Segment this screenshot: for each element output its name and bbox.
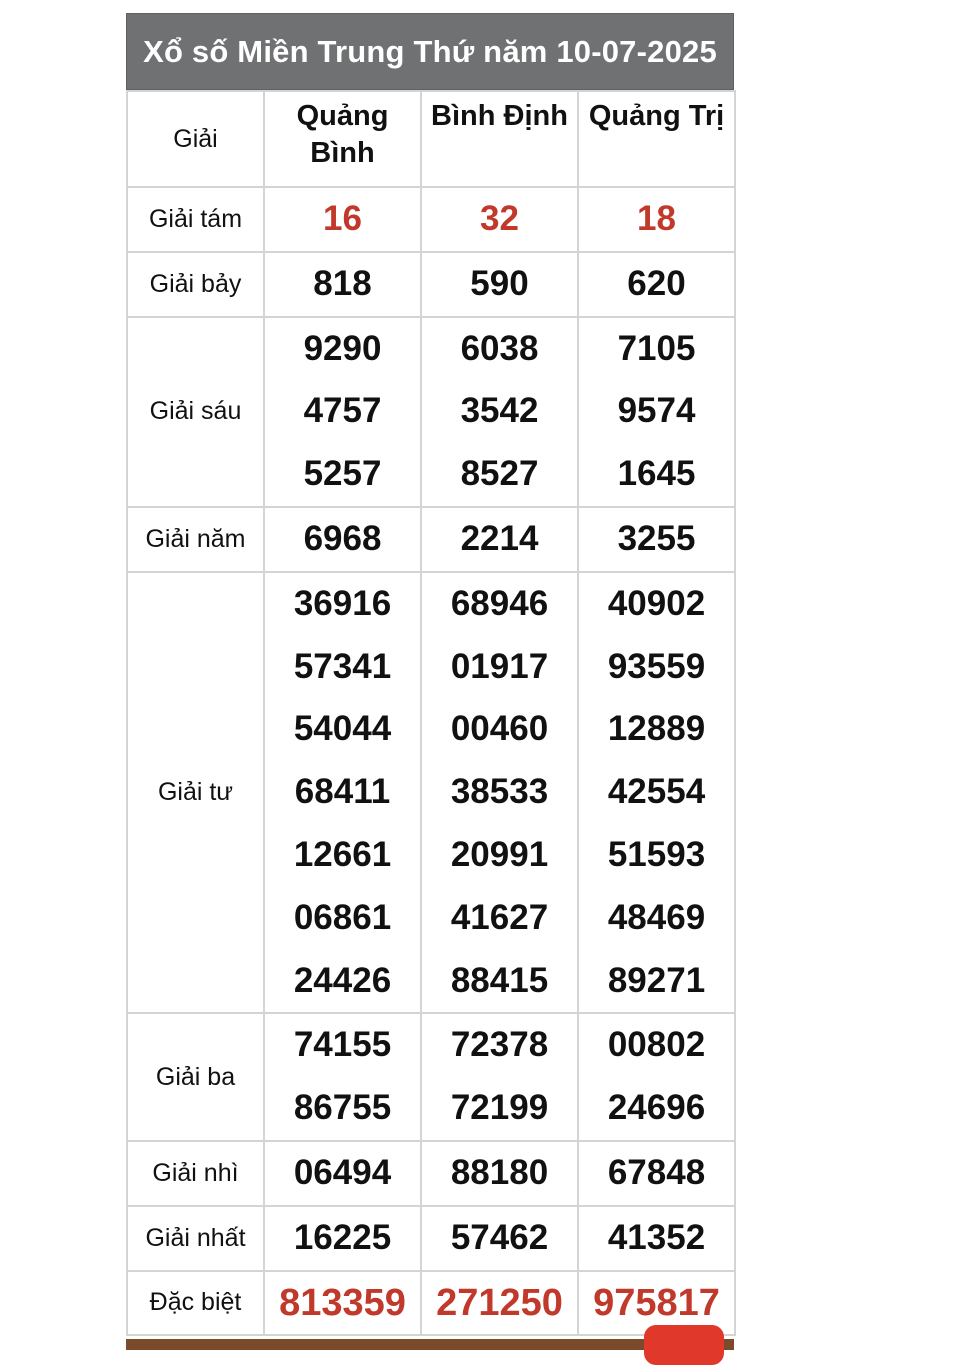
prize-number: 8527 (460, 454, 539, 494)
prize-cell (264, 1013, 421, 1141)
province-header-binh-dinh: Bình Định (421, 91, 578, 187)
prize-number: 18 (637, 199, 676, 238)
prize-name: Giải nhất (127, 1206, 264, 1271)
bottom-bar (126, 1339, 734, 1350)
prize-name: Giải sáu (127, 317, 264, 507)
prize-row (127, 187, 735, 252)
prize-cell (264, 1141, 421, 1206)
prize-number: 24696 (607, 1088, 706, 1128)
prize-number: 57462 (450, 1217, 549, 1257)
prize-number: 12661 (293, 834, 392, 874)
prize-number: 2214 (460, 518, 539, 558)
prize-number: 54044 (293, 709, 392, 749)
prize-number: 9574 (617, 391, 696, 431)
prize-cell (578, 1206, 735, 1271)
prize-cell (264, 1271, 421, 1336)
prize-number: 01917 (450, 646, 549, 686)
prize-number: 16 (323, 199, 362, 238)
prize-number: 818 (313, 263, 372, 303)
prize-number: 975817 (593, 1281, 720, 1324)
prize-number: 40902 (607, 583, 706, 623)
prize-name: Giải ba (127, 1013, 264, 1141)
prize-name: Giải tư (127, 572, 264, 1014)
prize-number: 6968 (303, 518, 382, 558)
prize-cell (578, 507, 735, 572)
prize-row (127, 1206, 735, 1271)
prize-number: 93559 (607, 646, 706, 686)
prize-number: 24426 (293, 960, 392, 1000)
prize-cell (421, 507, 578, 572)
prize-number: 6038 (460, 328, 539, 368)
prize-number: 88415 (450, 960, 549, 1000)
prize-number: 7105 (617, 328, 696, 368)
prize-cell (578, 1013, 735, 1141)
prize-cell (578, 252, 735, 317)
prize-cell (421, 1141, 578, 1206)
prize-number: 51593 (607, 834, 706, 874)
prize-cell (264, 507, 421, 572)
prize-number: 16225 (293, 1217, 392, 1257)
prize-cell (264, 317, 421, 507)
prize-cell (578, 572, 735, 1014)
prize-cell (421, 1271, 578, 1336)
page-title: Xổ số Miền Trung Thứ năm 10-07-2025 (126, 13, 734, 90)
prize-cell (578, 1141, 735, 1206)
prize-cell (421, 317, 578, 507)
prize-number: 74155 (293, 1025, 392, 1065)
prize-number: 9290 (303, 328, 382, 368)
prize-number: 3542 (460, 391, 539, 431)
prize-number: 57341 (293, 646, 392, 686)
prize-row (127, 252, 735, 317)
prize-number: 89271 (607, 960, 706, 1000)
prize-row (127, 572, 735, 1014)
prize-name: Giải tám (127, 187, 264, 252)
prize-column-header: Giải (127, 91, 264, 187)
prize-row (127, 507, 735, 572)
prize-number: 68946 (450, 583, 549, 623)
prize-number: 20991 (450, 834, 549, 874)
prize-number: 1645 (617, 454, 696, 494)
prize-number: 590 (470, 263, 529, 303)
prize-cell (578, 187, 735, 252)
prize-number: 41352 (607, 1217, 706, 1257)
prize-number: 72378 (450, 1025, 549, 1065)
prize-name: Giải năm (127, 507, 264, 572)
prize-number: 42554 (607, 772, 706, 812)
prize-cell (264, 572, 421, 1014)
prize-number: 48469 (607, 897, 706, 937)
prize-row (127, 1271, 735, 1336)
prize-number: 67848 (607, 1152, 706, 1192)
floating-action-button[interactable] (644, 1325, 724, 1365)
prize-cell (421, 187, 578, 252)
prize-cell (578, 317, 735, 507)
prize-name: Giải nhì (127, 1141, 264, 1206)
prize-number: 00460 (450, 709, 549, 749)
prize-number: 86755 (293, 1088, 392, 1128)
prize-number: 620 (627, 263, 686, 303)
prize-number: 88180 (450, 1152, 549, 1192)
prize-number: 06861 (293, 897, 392, 937)
province-header-quang-tri: Quảng Trị (578, 91, 735, 187)
prize-number: 41627 (450, 897, 549, 937)
prize-number: 72199 (450, 1088, 549, 1128)
prize-number: 68411 (294, 772, 391, 812)
prize-cell (421, 252, 578, 317)
prize-row (127, 1013, 735, 1141)
province-header-quang-binh: Quảng Bình (264, 91, 421, 187)
prize-row (127, 1141, 735, 1206)
results-table (126, 90, 736, 1336)
prize-number: 32 (480, 199, 519, 238)
prize-row (127, 317, 735, 507)
prize-number: 271250 (436, 1281, 563, 1324)
prize-number: 00802 (607, 1025, 706, 1065)
prize-cell (421, 572, 578, 1014)
prize-number: 4757 (303, 391, 382, 431)
prize-number: 38533 (450, 772, 549, 812)
prize-number: 36916 (293, 583, 392, 623)
prize-number: 12889 (607, 709, 706, 749)
prize-number: 813359 (279, 1281, 406, 1324)
header-row (127, 91, 735, 187)
prize-number: 3255 (617, 518, 696, 558)
prize-cell (264, 1206, 421, 1271)
prize-cell (264, 252, 421, 317)
prize-cell (264, 187, 421, 252)
prize-name: Đặc biệt (127, 1271, 264, 1336)
prize-number: 5257 (303, 454, 382, 494)
results-container (126, 13, 734, 1336)
prize-cell (421, 1013, 578, 1141)
prize-number: 06494 (293, 1152, 392, 1192)
prize-name: Giải bảy (127, 252, 264, 317)
prize-cell (421, 1206, 578, 1271)
